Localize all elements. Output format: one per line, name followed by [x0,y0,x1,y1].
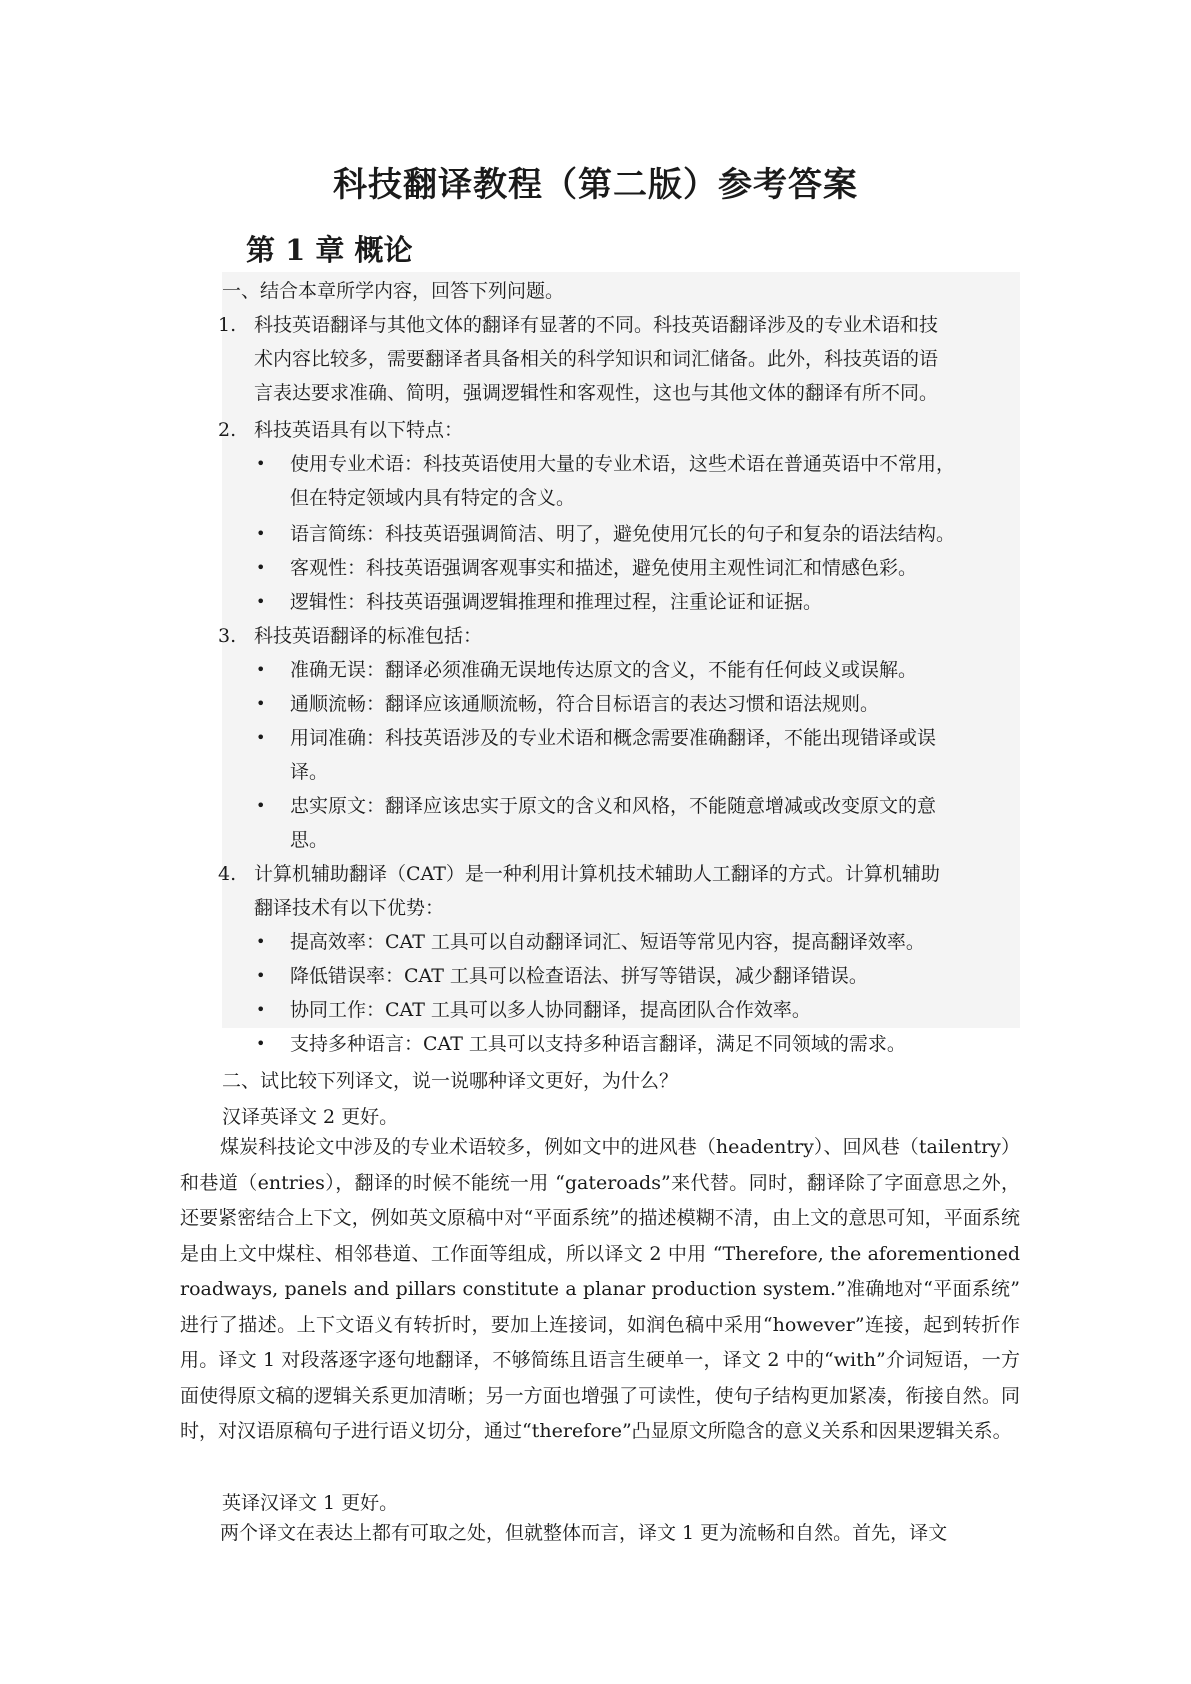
q2-bullet-3: 客观性：科技英语强调客观事实和描述，避免使用主观性词汇和情感色彩。 [290,557,918,579]
bullet-marker: • [256,454,266,473]
q3-bullet-2: 通顺流畅：翻译应该通顺流畅，符合目标语言的表达习惯和语法规则。 [290,693,880,715]
bullet-marker: • [256,932,266,951]
q1-line-2: 术内容比较多，需要翻译者具备相关的科学知识和词汇储备。此外，科技英语的语 [254,348,939,370]
q2-intro: 科技英语具有以下特点： [254,419,464,441]
q3-intro: 科技英语翻译的标准包括： [254,625,483,647]
q4-bullet-2: 降低错误率：CAT 工具可以检查语法、拼写等错误，减少翻译错误。 [290,965,868,987]
bullet-marker: • [256,796,266,815]
section-2-heading: 二、试比较下列译文，说一说哪种译文更好，为什么？ [222,1070,679,1092]
section-1-heading: 一、结合本章所学内容，回答下列问题。 [222,280,565,302]
q3-bullet-4-line-2: 思。 [290,829,329,851]
bullet-marker: • [256,558,266,577]
chapter-heading: 第 1 章 概论 [246,233,413,267]
q1-line-1: 科技英语翻译与其他文体的翻译有显著的不同。科技英语翻译涉及的专业术语和技 [254,314,939,336]
bullet-marker: • [256,1000,266,1019]
c2e-verdict: 汉译英译文 2 更好。 [222,1106,399,1128]
q4-bullet-4: 支持多种语言：CAT 工具可以支持多种语言翻译，满足不同领域的需求。 [290,1033,906,1055]
q4-line-1: 计算机辅助翻译（CAT）是一种利用计算机技术辅助人工翻译的方式。计算机辅助 [254,863,940,885]
bullet-marker: • [256,728,266,747]
q4-bullet-3: 协同工作：CAT 工具可以多人协同翻译，提高团队合作效率。 [290,999,811,1021]
q1-number: 1. [218,314,237,336]
bullet-marker: • [256,966,266,985]
q3-bullet-3-line-2: 译。 [290,761,329,783]
c2e-explanation-paragraph: 煤炭科技论文中涉及的专业术语较多，例如文中的进风巷（headentry）、回风巷（tailentry）和巷道（entries），翻译的时候不能统一用 “gateroads”来代替。同时，翻译除了字面意思之外，还要紧密结合上下文，例如英文原稿中对“平面系统”的描述模糊不清，由上文的意思可知，平面系统是由上文中煤柱、相邻巷道、工作面等组成，所以译文 2 中用 “Therefore, the aforementioned roadways, panels and pillars constitute a planar production system.”准确地对“平面系统” 进行了描述。上下文语义有转折时，要加上连接词，如润色稿中采用“however”连接，起到转折作用。译文 1 对段落逐字逐句地翻译，不够简练且语言生硬单一，译文 2 中的“with”介词短语，一方面使得原文稿的逻辑关系更加清晰；另一方面也增强了可读性，使句子结构更加紧凑，衔接自然。同时，对汉语原稿句子进行语义切分，通过“therefore”凸显原文所隐含的意义关系和因果逻辑关系。 [180,1136,1020,1442]
bullet-marker: • [256,660,266,679]
q3-number: 3. [218,625,237,647]
q2-bullet-2: 语言简练：科技英语强调简洁、明了，避免使用冗长的句子和复杂的语法结构。 [290,523,956,545]
q3-bullet-1: 准确无误：翻译必须准确无误地传达原文的含义，不能有任何歧义或误解。 [290,659,918,681]
q4-bullet-1: 提高效率：CAT 工具可以自动翻译词汇、短语等常见内容，提高翻译效率。 [290,931,925,953]
bullet-marker: • [256,592,266,611]
bullet-marker: • [256,694,266,713]
q2-bullet-1-line-2: 但在特定领域内具有特定的含义。 [290,487,576,509]
q2-number: 2. [218,419,237,441]
q2-bullet-1-line-1: 使用专业术语：科技英语使用大量的专业术语，这些术语在普通英语中不常用， [290,453,956,475]
e2c-explanation-paragraph: 两个译文在表达上都有可取之处，但就整体而言，译文 1 更为流畅和自然。首先，译文 [220,1522,948,1544]
e2c-verdict: 英译汉译文 1 更好。 [222,1492,399,1514]
document-title: 科技翻译教程（第二版）参考答案 [333,165,858,205]
q3-bullet-3-line-1: 用词准确：科技英语涉及的专业术语和概念需要准确翻译，不能出现错译或误 [290,727,937,749]
q1-line-3: 言表达要求准确、简明，强调逻辑性和客观性，这也与其他文体的翻译有所不同。 [254,382,939,404]
bullet-marker: • [256,1034,266,1053]
q3-bullet-4-line-1: 忠实原文：翻译应该忠实于原文的含义和风格，不能随意增减或改变原文的意 [290,795,937,817]
q2-bullet-4: 逻辑性：科技英语强调逻辑推理和推理过程，注重论证和证据。 [290,591,823,613]
bullet-marker: • [256,524,266,543]
q4-number: 4. [218,863,237,885]
q4-line-2: 翻译技术有以下优势： [254,897,445,919]
